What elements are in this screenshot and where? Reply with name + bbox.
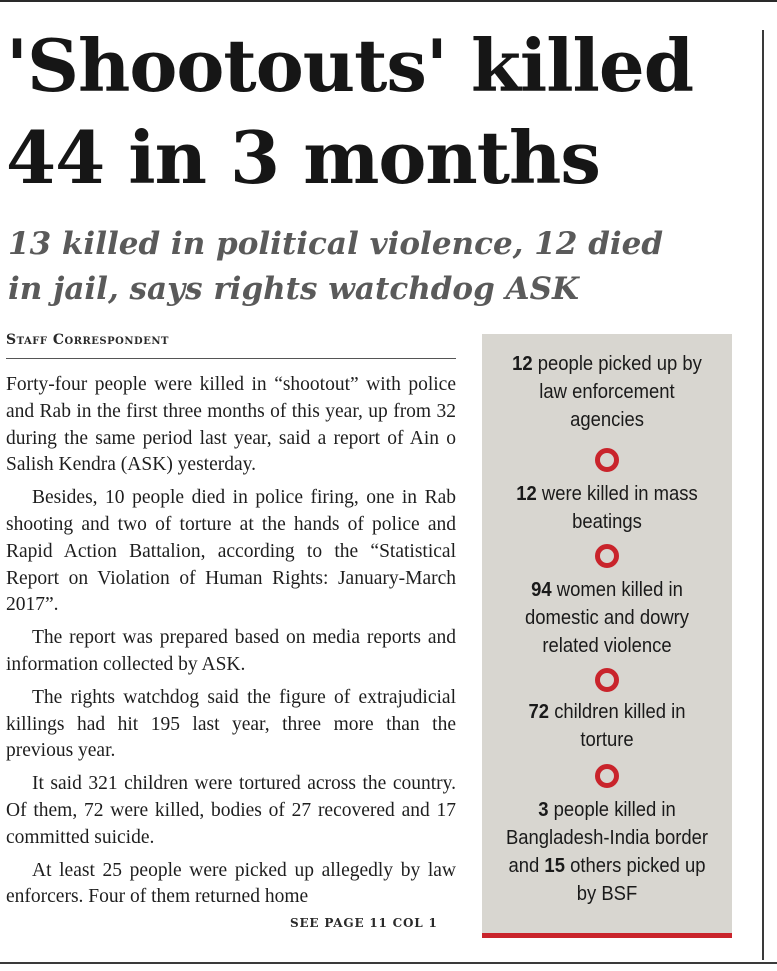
fact-text: people picked up by law enforcement agencies [537,352,702,431]
fact-border-killings [504,796,711,908]
fact-text: women killed in domestic and dowry related violence [524,578,690,657]
fact-mass-beatings [504,480,711,536]
fact-number: 12 [512,352,533,375]
bottom-rule [0,962,777,964]
fact-text: people killed in Bangladesh-India border and [505,798,709,877]
fact-number: 72 [528,700,550,723]
subhead-line-2: in jail, says rights watchdog ASK [8,271,579,307]
fact-number: 3 [538,798,549,821]
article-paragraph: The report was prepared based on media reports and information collected by ASK. [6,627,456,675]
fact-number: 12 [516,482,537,505]
circle-bullet-icon [595,544,619,568]
subheadline [8,222,748,312]
top-rule [0,0,777,2]
fact-picked-up [504,350,711,434]
fact-children-killed [504,698,711,754]
fact-text: children killed in torture [554,700,686,751]
facts-sidebar [482,334,732,938]
article-paragraph: Besides, 10 people died in police firing, one in Rab shooting and two of torture at the hands of police and Rapid Action Battalion, according to the “Statistical Report on Violation of Human Rights: January-March 2017”. [6,487,456,616]
byline-rule [6,358,456,359]
article-body [6,372,456,917]
fact-number: 94 [531,578,552,601]
circle-bullet-icon [595,668,619,692]
article-paragraph: Forty-four people were killed in “shootout” with police and Rab in the first three months of this year, up from 32 during the same period last year, said a report of Ain o Salish Kendra (ASK) yesterday. [6,374,456,476]
fact-number-2: 15 [544,854,565,877]
article-paragraph: It said 321 children were tortured across the country. Of them, 72 were killed, bodies of 27 recovered and 17 committed suicide. [6,773,456,848]
sidebar-accent-bar [482,933,732,938]
fact-text-2: others picked up by BSF [570,854,706,905]
headline-line-1: 'Shootouts' killed [6,23,694,108]
fact-women-killed [504,576,711,660]
fact-text: were killed in mass beatings [541,482,698,533]
article-paragraph: At least 25 people were picked up allegedly by law enforcers. Four of them returned home [6,859,456,908]
article-paragraph: The rights watchdog said the figure of extrajudicial killings had hit 195 last year, three more than the previous year. [6,686,456,762]
headline [6,20,751,204]
headline-line-2: 44 in 3 months [6,115,600,200]
subhead-line-1: 13 killed in political violence, 12 died [8,226,664,262]
circle-bullet-icon [595,448,619,472]
byline [6,332,169,348]
circle-bullet-icon [595,764,619,788]
continuation-jump[interactable]: SEE PAGE 11 COL 1 [290,916,438,930]
column-rule [762,30,764,960]
byline-text: Staff Correspondent [6,332,169,348]
